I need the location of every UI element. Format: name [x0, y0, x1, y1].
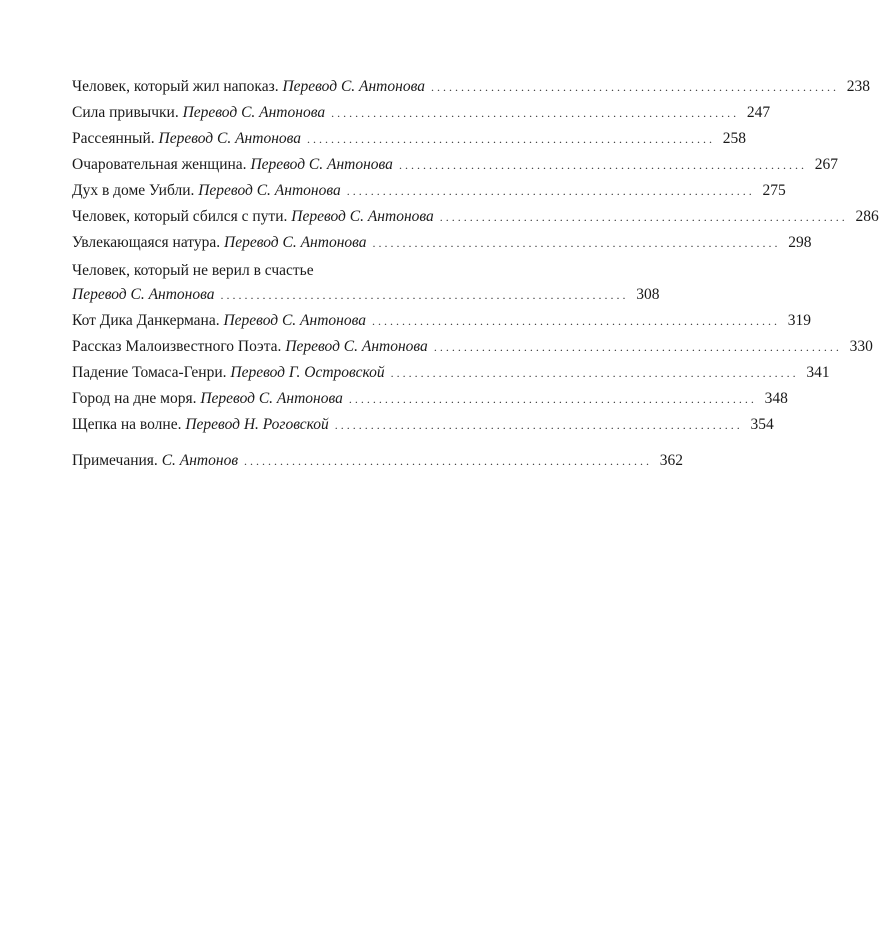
- entry-title: Падение Томаса-Генри.: [72, 364, 227, 381]
- dot-leader: [347, 178, 752, 204]
- toc-entry: [72, 230, 812, 256]
- entry-page-number: 286: [855, 208, 879, 225]
- toc-entry: [72, 126, 747, 152]
- toc-entry: [72, 178, 786, 204]
- entry-title: Человек, который сбился с пути.: [72, 208, 288, 225]
- entry-page-number: 330: [849, 338, 873, 355]
- entry-page-number: 275: [762, 182, 786, 199]
- toc-entry: [72, 152, 838, 178]
- entry-page-number: 308: [636, 286, 660, 303]
- entry-title: Щепка на волне.: [72, 416, 182, 433]
- entry-page-number: 258: [722, 130, 747, 147]
- entry-translator: Перевод С. Антонова: [223, 312, 366, 329]
- entry-page-number: 267: [814, 156, 838, 173]
- entry-translator: Перевод С. Антонова: [291, 208, 434, 225]
- entry-title: Человек, который не верил в счастье: [72, 262, 314, 279]
- toc-entry-notes: [72, 448, 684, 474]
- dot-leader: [221, 282, 626, 308]
- entry-author: С. Антонов: [161, 452, 239, 469]
- entry-title: Кот Дика Данкермана.: [72, 312, 220, 329]
- entry-translator: Перевод С. Антонова: [198, 182, 341, 199]
- entry-title: Город на дне моря.: [72, 390, 197, 407]
- entry-translator: Перевод С. Антонова: [282, 78, 425, 95]
- entry-title: Очаровательная женщина.: [72, 156, 247, 173]
- entry-title: Человек, который жил напоказ.: [72, 78, 279, 95]
- toc-entry: [72, 204, 879, 230]
- entry-title: Примечания.: [72, 452, 158, 469]
- entry-title: Увлекающаяся натура.: [72, 234, 221, 251]
- dot-leader: [307, 126, 712, 152]
- entry-translator: Перевод С. Антонова: [182, 104, 326, 121]
- entry-translator: Перевод С. Антонова: [250, 156, 393, 173]
- entry-title: Сила привычки.: [72, 104, 179, 121]
- table-of-contents: [72, 74, 879, 474]
- toc-entry: [72, 386, 788, 412]
- entry-translator: Перевод С. Антонова: [224, 234, 367, 251]
- entry-translator: Перевод С. Антонова: [72, 286, 215, 303]
- entry-page-number: 362: [659, 452, 684, 469]
- dot-leader: [335, 412, 740, 438]
- toc-entry: [72, 334, 873, 360]
- dot-leader: [373, 230, 778, 256]
- entry-title: Дух в доме Уибли.: [72, 182, 195, 199]
- entry-page-number: 341: [806, 364, 830, 381]
- entry-translator: Перевод С. Антонова: [200, 390, 343, 407]
- entry-translator: Перевод Г. Островской: [230, 364, 385, 381]
- dot-leader: [244, 448, 649, 474]
- toc-entry: [72, 100, 771, 126]
- toc-entry: [72, 256, 660, 308]
- entry-title: Рассеянный.: [72, 130, 155, 147]
- dot-leader: [391, 360, 796, 386]
- entry-translator: Перевод С. Антонова: [158, 130, 302, 147]
- dot-leader: [434, 334, 839, 360]
- dot-leader: [331, 100, 736, 126]
- toc-entry: [72, 74, 870, 100]
- entry-page-number: 319: [787, 312, 811, 329]
- toc-entry: [72, 308, 811, 334]
- entry-title: Рассказ Малоизвестного Поэта.: [72, 338, 282, 355]
- toc-entry: [72, 360, 830, 386]
- entry-translator: Перевод С. Антонова: [285, 338, 428, 355]
- entry-translator: Перевод Н. Роговской: [185, 416, 329, 433]
- entry-page-number: 247: [746, 104, 771, 121]
- entry-page-number: 354: [750, 416, 774, 433]
- dot-leader: [431, 74, 836, 100]
- entry-page-number: 298: [788, 234, 812, 251]
- entry-page-number: 348: [764, 390, 788, 407]
- dot-leader: [440, 204, 845, 230]
- toc-entry: [72, 412, 774, 438]
- dot-leader: [372, 308, 777, 334]
- entry-page-number: 238: [846, 78, 870, 95]
- dot-leader: [349, 386, 754, 412]
- dot-leader: [399, 152, 804, 178]
